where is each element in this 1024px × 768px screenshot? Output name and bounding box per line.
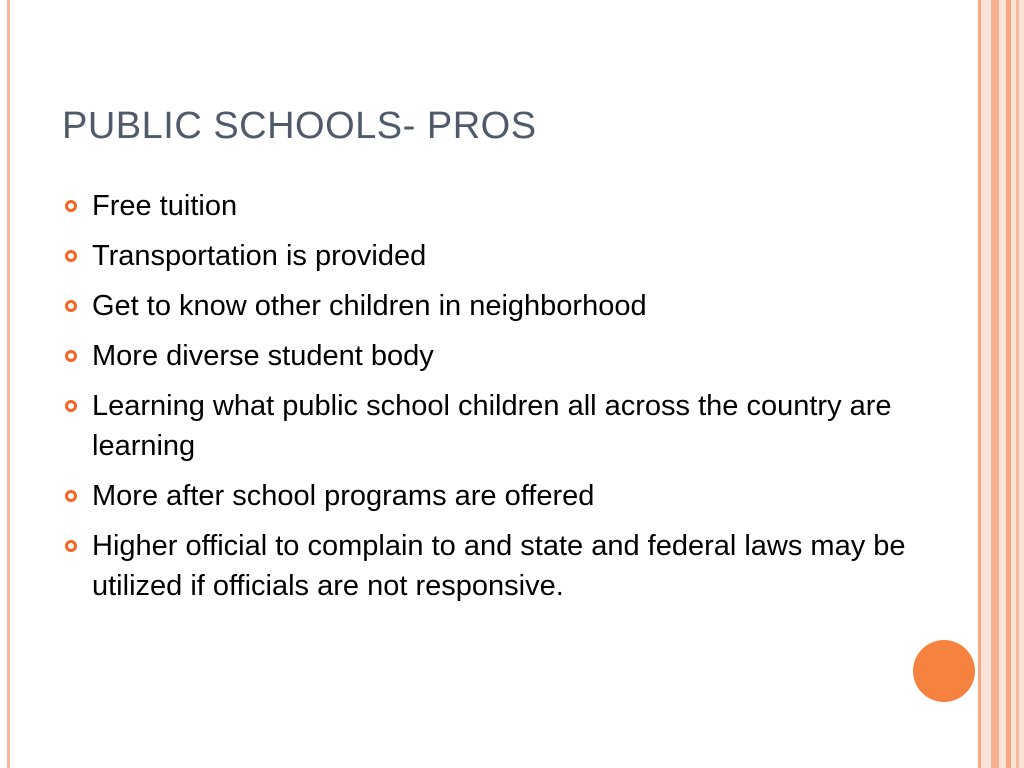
right-border-stripe [1006, 0, 1011, 768]
bullet-text: Get to know other children in neighborhood [92, 290, 647, 322]
hollow-circle-bullet-icon [65, 200, 77, 212]
hollow-circle-bullet-icon [65, 400, 77, 412]
hollow-circle-bullet-icon [65, 250, 77, 262]
bullet-item [62, 286, 922, 326]
right-border-stripe [978, 0, 981, 768]
bullet-item [62, 386, 922, 466]
bullet-text: Transportation is provided [92, 240, 427, 272]
bullet-item [62, 526, 922, 606]
bullet-text: More diverse student body [92, 340, 434, 372]
right-border-stripe [1016, 0, 1019, 768]
bullet-list [62, 186, 922, 616]
bullet-text: Higher official to complain to and state and federal laws may be utilized if officials are not responsive. [92, 530, 906, 602]
bullet-item [62, 186, 922, 226]
bullet-item [62, 236, 922, 276]
hollow-circle-bullet-icon [65, 300, 77, 312]
hollow-circle-bullet-icon [65, 490, 77, 502]
slide-title: PUBLIC SCHOOLS- PROS [62, 105, 537, 147]
decorative-circle-icon [913, 640, 975, 702]
bullet-text: More after school programs are offered [92, 480, 595, 512]
bullet-item [62, 476, 922, 516]
right-border-stripe [991, 0, 999, 768]
bullet-item [62, 336, 922, 376]
bullet-text: Free tuition [92, 190, 238, 222]
left-border-stripe [7, 0, 10, 768]
hollow-circle-bullet-icon [65, 540, 77, 552]
hollow-circle-bullet-icon [65, 350, 77, 362]
bullet-text: Learning what public school children all across the country are learning [92, 390, 892, 462]
